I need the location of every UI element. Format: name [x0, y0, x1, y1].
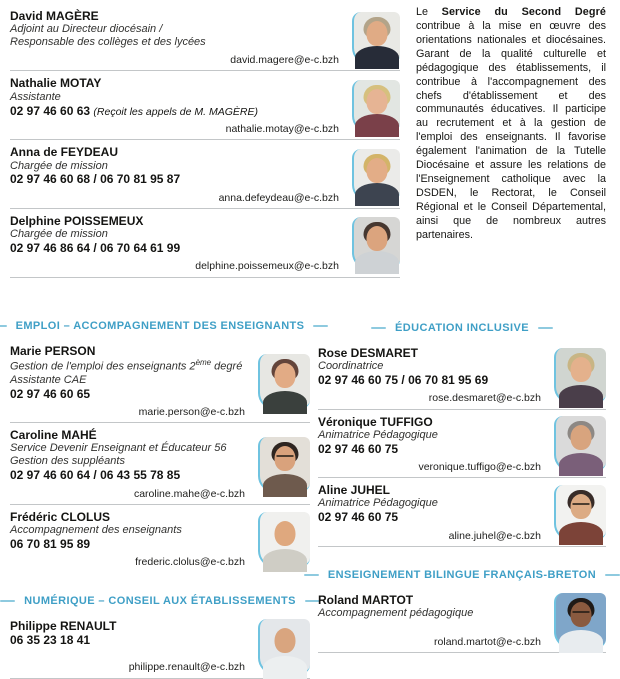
avatar-head: [367, 89, 388, 114]
section-header: [10, 593, 310, 609]
person-name: Rose DESMARET: [318, 346, 419, 360]
section-header: [10, 318, 310, 334]
avatar-torso: [263, 549, 307, 572]
staff-info: [10, 9, 345, 66]
person-role: Assistante: [10, 90, 61, 103]
person-name: Philippe RENAULT: [10, 618, 117, 633]
portrait-photo: [352, 149, 400, 201]
person-email: frederic.clolus@e-c.bzh: [135, 556, 245, 569]
person-phone: 02 97 46 86 64 / 06 70 64 61 99: [10, 241, 181, 256]
direction-list: [10, 4, 400, 278]
avatar-torso: [355, 183, 399, 206]
avatar-glasses: [573, 611, 590, 617]
portrait-photo: [352, 217, 400, 269]
person-role: Adjoint au Directeur diocésain /: [10, 23, 163, 36]
staff-entry: [10, 423, 310, 505]
person-role: Accompagnement pédagogique: [318, 607, 474, 620]
portrait-photo: [554, 593, 606, 648]
avatar-torso: [559, 453, 603, 476]
person-role: Service Devenir Enseignant et Éducateur 56: [10, 442, 227, 455]
staff-info: [318, 346, 547, 405]
staff-entry: [10, 4, 400, 71]
person-email: rose.desmaret@e-c.bzh: [428, 392, 541, 405]
person-role: Animatrice Pédagogique: [318, 497, 438, 510]
person-phone: 06 70 81 95 89: [10, 537, 91, 552]
person-email: caroline.mahe@e-c.bzh: [133, 487, 245, 500]
staff-info: [10, 214, 345, 273]
column-left: [10, 318, 310, 679]
person-email: philippe.renault@e-c.bzh: [128, 661, 245, 674]
staff-info: [10, 510, 251, 569]
staff-info: [10, 428, 251, 500]
avatar-head: [367, 226, 388, 251]
person-phone: 06 35 23 18 41: [10, 632, 91, 647]
person-email: david.magere@e-c.bzh: [230, 54, 339, 67]
staff-info: [10, 145, 345, 204]
person-email: roland.martot@e-c.bzh: [434, 635, 541, 648]
avatar-torso: [263, 656, 307, 679]
person-name: Nathalie MOTAY: [10, 76, 102, 91]
staff-info: [10, 344, 251, 418]
avatar-torso: [559, 522, 603, 545]
staff-entry: [10, 71, 400, 140]
avatar-head: [571, 425, 592, 450]
person-name: Marie PERSON: [10, 344, 96, 358]
avatar-torso: [559, 385, 603, 408]
staff-info: [10, 76, 345, 135]
person-phone: 02 97 46 60 75: [318, 441, 399, 456]
staff-info: [318, 415, 547, 474]
staff-entry: [10, 614, 310, 679]
avatar-glasses: [277, 455, 294, 461]
intro-bold: Service du Second Degré: [441, 6, 607, 18]
avatar-head: [275, 363, 296, 388]
avatar-glasses: [573, 503, 590, 509]
dash-line-icon: [605, 574, 620, 576]
person-phone: 02 97 46 60 64 / 06 43 55 78 85: [10, 468, 181, 483]
avatar-head: [367, 21, 388, 46]
portrait-photo: [554, 485, 606, 540]
staff-entry: [318, 588, 606, 653]
person-name: Caroline MAHÉ: [10, 428, 97, 443]
avatar-head: [275, 628, 296, 653]
staff-info: [318, 483, 547, 542]
dash-line-icon: [0, 600, 15, 602]
dash-line-icon: [371, 327, 386, 329]
person-phone: 02 97 46 60 75: [318, 510, 399, 525]
portrait-photo: [352, 12, 400, 64]
person-email: nathalie.motay@e-c.bzh: [225, 122, 339, 135]
person-phone: 02 97 46 60 75 / 06 70 81 95 69: [318, 373, 489, 388]
person-name: Frédéric CLOLUS: [10, 509, 111, 524]
staff-entry: [10, 140, 400, 209]
avatar-head: [367, 158, 388, 183]
avatar-torso: [263, 474, 307, 497]
person-name: Delphine POISSEMEUX: [10, 214, 144, 228]
person-role: Animatrice Pédagogique: [318, 428, 438, 441]
person-email: marie.person@e-c.bzh: [138, 405, 245, 418]
dash-line-icon: [538, 327, 553, 329]
portrait-photo: [258, 437, 310, 492]
person-name: Aline JUHEL: [318, 483, 391, 498]
portrait-photo: [352, 80, 400, 132]
portrait-photo: [258, 354, 310, 409]
avatar-torso: [355, 251, 399, 274]
column-right: [318, 320, 606, 653]
intro-rest: contribue à la mise en œuvre des orientations nationales et diocésaines. Garant de la qualité culturelle et pédagogique des établissements, il contribue à l'accompagnement des chefs d'établissement et des communautés éducatives. Il participe au recrutement et à la gestion de l'emploi des enseignants. Il favorise également l'animation de la Tutelle Diocésaine et assure les relations de l'Enseignement catholique avec la DSDEN, le Rectorat, le Conseil Régional et le Conseil Départemental, ainsi que de nombreux autres partenaires.: [416, 19, 606, 241]
person-email: veronique.tuffigo@e-c.bzh: [418, 460, 541, 473]
staff-entry: [10, 505, 310, 573]
portrait-photo: [258, 619, 310, 674]
person-role: Chargée de mission: [10, 228, 108, 241]
person-role: Gestion des suppléants: [10, 455, 125, 468]
staff-info: [10, 619, 251, 674]
staff-entry: [10, 209, 400, 278]
avatar-torso: [355, 46, 399, 69]
person-role: Chargée de mission: [10, 159, 108, 172]
staff-info: [318, 593, 547, 648]
avatar-torso: [263, 391, 307, 414]
section-title: EMPLOI – ACCOMPAGNEMENT DES ENSEIGNANTS: [15, 320, 305, 332]
person-name: David MAGÈRE: [10, 9, 99, 23]
person-phone: 02 97 46 60 63 (Reçoit les appels de M. MAGÈRE): [10, 103, 258, 118]
avatar-head: [275, 521, 296, 546]
person-email: anna.defeydeau@e-c.bzh: [218, 191, 339, 204]
avatar-torso: [355, 114, 399, 137]
section-title: NUMÉRIQUE – CONSEIL AUX ÉTABLISSEMENTS: [24, 594, 296, 607]
intro-lead: Le: [416, 6, 442, 18]
person-name: Anna de FEYDEAU: [10, 145, 119, 160]
person-name: Véronique TUFFIGO: [318, 414, 433, 429]
staff-entry: [318, 341, 606, 410]
person-email: delphine.poissemeux@e-c.bzh: [195, 260, 339, 273]
staff-entry: [318, 410, 606, 479]
person-phone: 02 97 46 60 65: [10, 386, 91, 401]
person-phone: 02 97 46 60 68 / 06 70 81 95 87: [10, 172, 181, 187]
person-role: Accompagnement des enseignants: [10, 524, 182, 537]
portrait-photo: [258, 512, 310, 567]
staff-entry: [10, 339, 310, 423]
section-title: ENSEIGNEMENT BILINGUE FRANÇAIS-BRETON: [327, 568, 597, 581]
dash-line-icon: [304, 574, 319, 576]
staff-entry: [318, 478, 606, 547]
person-role: Coordinatrice: [318, 360, 384, 373]
section-header: [318, 567, 606, 583]
person-role: Assistante CAE: [10, 373, 87, 386]
person-role: Gestion de l'emploi des enseignants 2ème degré: [10, 358, 243, 373]
person-name: Roland MARTOT: [318, 592, 414, 607]
portrait-photo: [554, 348, 606, 403]
dash-line-icon: [0, 325, 7, 327]
portrait-photo: [554, 416, 606, 471]
phone-note: (Reçoit les appels de M. MAGÈRE): [93, 105, 258, 118]
section-header: [318, 320, 606, 336]
section-title: ÉDUCATION INCLUSIVE: [395, 322, 529, 334]
avatar-head: [571, 357, 592, 382]
person-role: Responsable des collèges et des lycées: [10, 36, 206, 49]
person-email: aline.juhel@e-c.bzh: [448, 529, 541, 542]
avatar-torso: [559, 630, 603, 653]
intro-paragraph: [416, 6, 606, 243]
